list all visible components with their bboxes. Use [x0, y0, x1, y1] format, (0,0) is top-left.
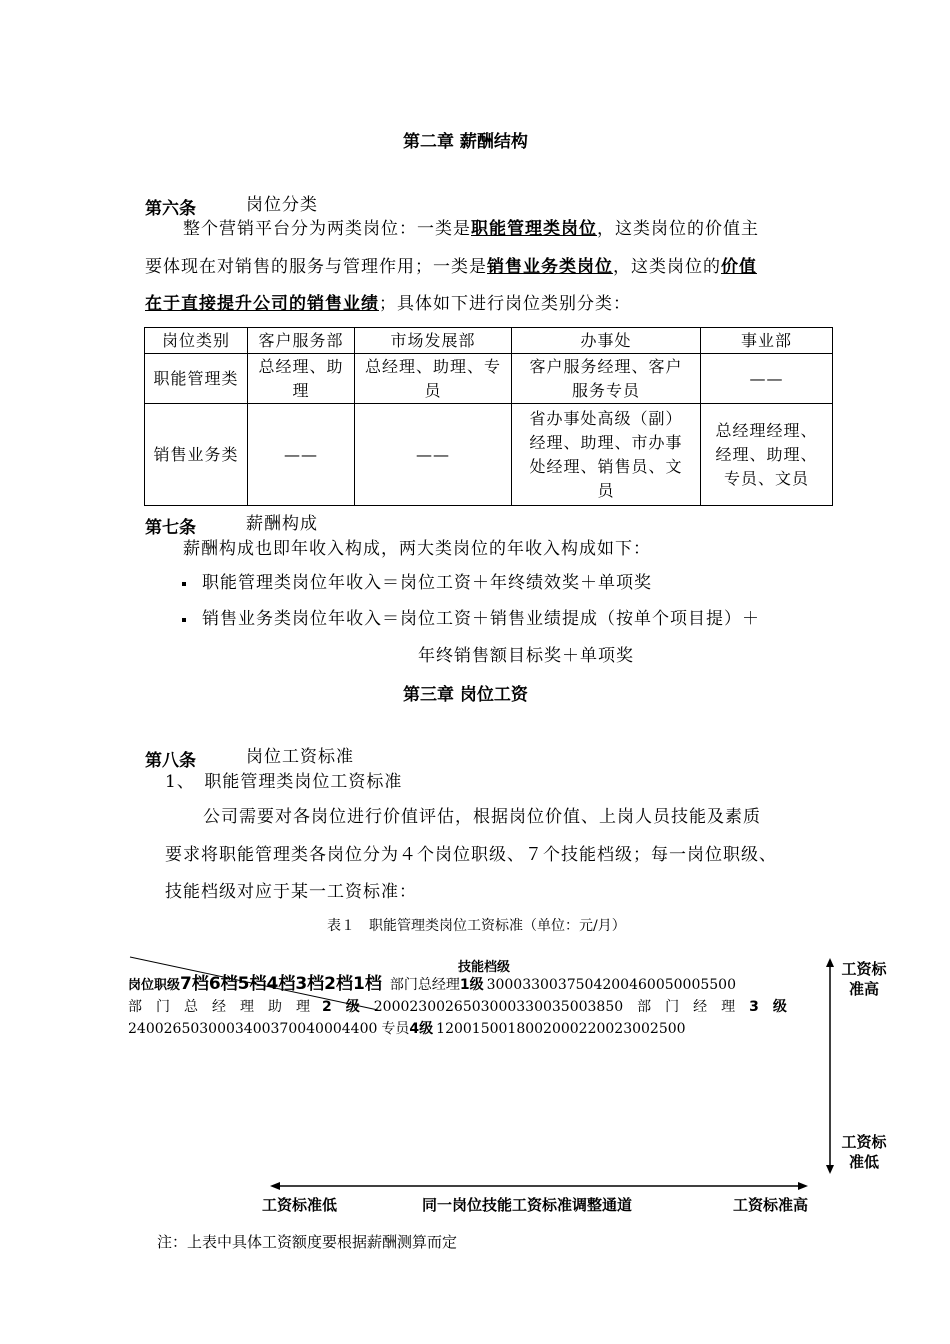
post-grade: 3 级	[749, 999, 787, 1015]
header-cell: 客户服务部	[248, 328, 355, 354]
bullet-icon	[182, 582, 186, 586]
table-1-line-2	[128, 996, 787, 1018]
table-row	[145, 404, 833, 506]
post-name: 部 门 总 经 理 助 理	[128, 999, 310, 1015]
chapter-3-title: 第三章 岗位工资	[403, 685, 528, 705]
cell-line: 经理、助理、市办事	[529, 432, 683, 452]
text: ；具体如下进行岗位类别分类：	[379, 294, 631, 314]
bullet-item-2: 销售业务类岗位年收入＝岗位工资＋销售业绩提成（按单个项目提）＋	[202, 609, 760, 629]
horizontal-axis-center-label: 同一岗位技能工资标准调整通道	[422, 1196, 633, 1214]
salary-values: 2000230026503000330035003850	[373, 999, 624, 1015]
table-cell	[701, 404, 833, 506]
bullet-item-1: 职能管理类岗位年收入＝岗位工资＋年终绩效奖＋单项奖	[202, 573, 652, 593]
article-8-line-3: 技能档级对应于某一工资标准：	[165, 882, 417, 902]
header-cell: 市场发展部	[355, 328, 512, 354]
row-label: 职能管理类	[145, 354, 248, 404]
article-6-line-3	[145, 293, 631, 315]
horizontal-axis-left-label: 工资标准低	[262, 1196, 338, 1214]
cell-line: 省办事处高级（副）	[529, 408, 683, 428]
text: 整个营销平台分为两类岗位：一类是	[183, 219, 471, 239]
header-cell: 办事处	[512, 328, 701, 354]
article-6-line-2	[145, 256, 757, 278]
table-row	[145, 328, 833, 354]
table-1-caption: 表１ 职能管理类岗位工资标准（单位：元/月）	[327, 918, 626, 934]
job-classification-table	[144, 327, 833, 506]
header-cell: 事业部	[701, 328, 833, 354]
article-7-title: 薪酬构成	[246, 514, 318, 534]
table-1-line-3	[128, 1018, 686, 1040]
cell-line: 总经理、助	[258, 356, 344, 376]
salary-values: 1200150018002000220023002500	[436, 1021, 686, 1037]
skill-grades: 7档6档5档4档3档2档1档	[180, 974, 382, 994]
header-cell: 岗位类别	[145, 328, 248, 354]
article-7-number: 第七条	[145, 518, 196, 538]
article-6-title: 岗位分类	[246, 195, 318, 215]
article-7-intro: 薪酬构成也即年收入构成，两大类岗位的年收入构成如下：	[183, 539, 651, 559]
article-6-number: 第六条	[145, 199, 196, 219]
cell-line: 处经理、销售员、文	[529, 456, 683, 476]
cell-line: 专员、文员	[723, 468, 809, 488]
article-8-subheading: 1、 职能管理类岗位工资标准	[165, 772, 403, 792]
post-grade-header: 岗位职级	[128, 978, 181, 993]
chapter-2-title: 第二章 薪酬结构	[403, 132, 528, 152]
post-grade: 2 级	[322, 999, 360, 1015]
article-8-line-1: 公司需要对各岗位进行价值评估，根据岗位价值、上岗人员技能及素质	[203, 807, 761, 827]
table-1-line-1	[128, 973, 736, 997]
cell-line: 员	[424, 380, 442, 400]
bullet-icon	[182, 618, 186, 622]
article-6-line-1	[183, 218, 759, 240]
cell-line: 服务专员	[571, 380, 640, 400]
underlined-term: 职能管理类岗位	[471, 219, 597, 239]
table-cell: ——	[248, 404, 355, 506]
vertical-double-arrow-icon	[823, 958, 837, 1174]
article-8-number: 第八条	[145, 751, 196, 771]
salary-values: 2400265030003400370040004400	[128, 1021, 378, 1037]
underlined-term: 价值	[721, 257, 757, 277]
row-label: 销售业务类	[145, 404, 248, 506]
cell-line: 经理、助理、	[715, 444, 818, 464]
table-cell	[355, 354, 512, 404]
cell-line: 总经理经理、	[715, 420, 818, 440]
underlined-term: 在于直接提升公司的销售业绩	[145, 294, 379, 314]
horizontal-axis-right-label: 工资标准高	[733, 1196, 809, 1214]
table-row	[145, 354, 833, 404]
text: ，这类岗位的	[613, 257, 721, 277]
post-grade: 4级	[409, 1021, 434, 1037]
skill-grade-header: 技能档级	[458, 960, 511, 975]
post-name: 专员	[381, 1021, 410, 1037]
table-cell: ——	[701, 354, 833, 404]
table-cell: ——	[355, 404, 512, 506]
text: 要体现在对销售的服务与管理作用；一类是	[145, 257, 487, 277]
table-note: 注：上表中具体工资额度要根据薪酬测算而定	[157, 1233, 458, 1251]
table-cell	[512, 354, 701, 404]
underlined-term: 销售业务类岗位	[487, 257, 613, 277]
vertical-axis-top-label: 工资标准高	[841, 960, 887, 998]
post-name: 部门总经理	[389, 977, 460, 993]
vertical-axis-bottom-label: 工资标准低	[841, 1133, 887, 1171]
cell-line: 理	[292, 380, 310, 400]
horizontal-double-arrow-icon	[270, 1179, 808, 1193]
cell-line: 总经理、助理、专	[364, 356, 501, 376]
article-8-line-2: 要求将职能管理类各岗位分为４个岗位职级、７个技能档级；每一岗位职级、	[165, 845, 777, 865]
post-grade: 1级	[459, 977, 484, 993]
post-name: 部 门 经 理	[637, 999, 736, 1015]
cell-line: 客户服务经理、客户	[529, 356, 683, 376]
table-cell	[248, 354, 355, 404]
table-cell	[512, 404, 701, 506]
salary-values: 3000330037504200460050005500	[486, 977, 736, 993]
cell-line: 员	[597, 480, 615, 500]
article-8-title: 岗位工资标准	[246, 747, 354, 767]
text: ，这类岗位的价值主	[597, 219, 759, 239]
bullet-item-2-continued: 年终销售额目标奖＋单项奖	[418, 646, 634, 666]
